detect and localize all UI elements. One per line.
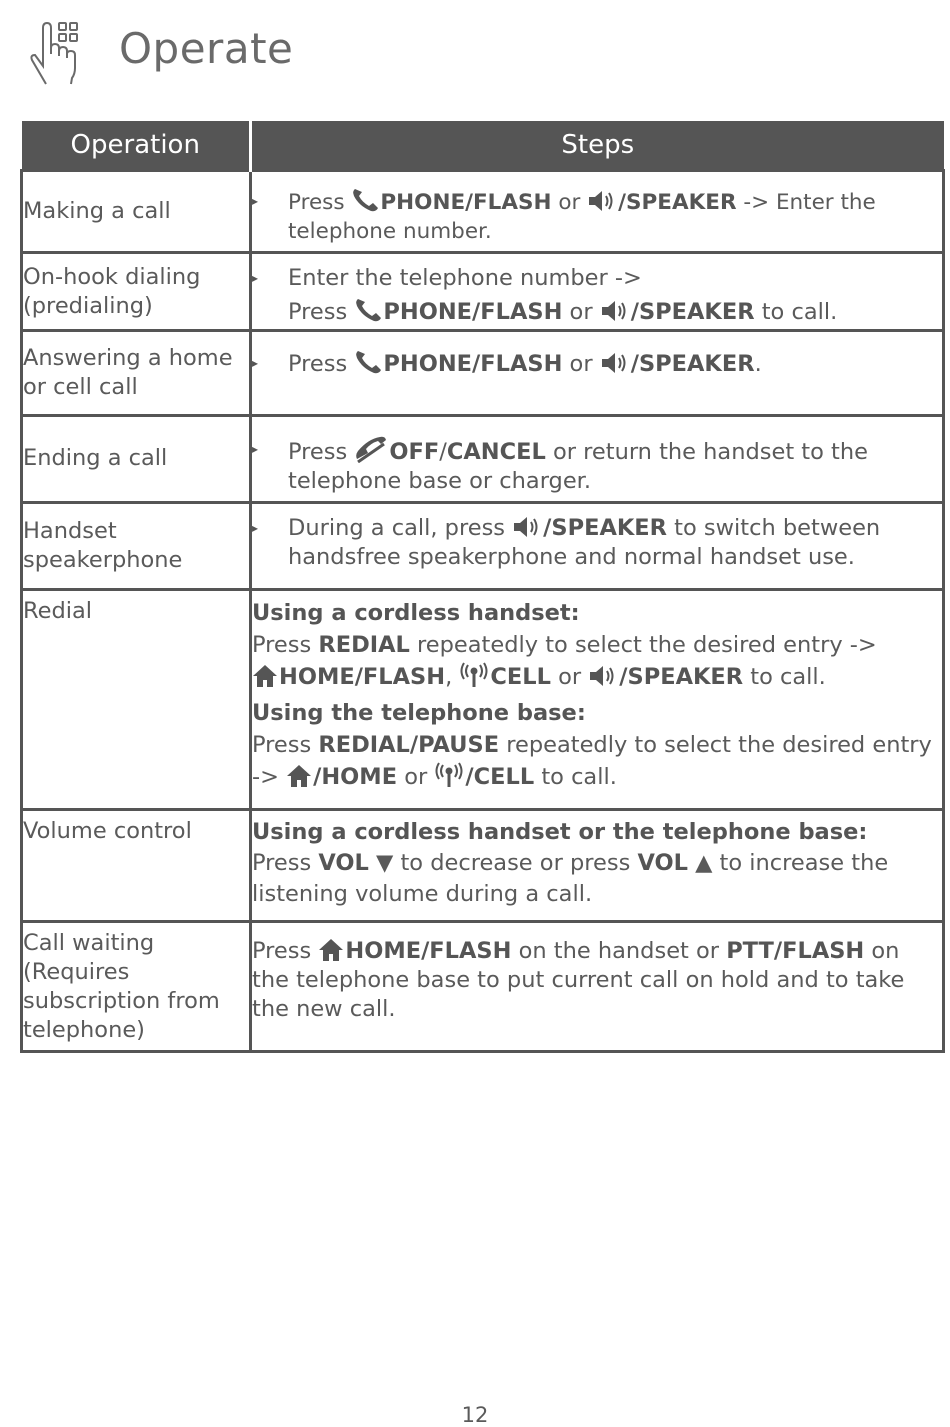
table-row-making-call [22, 171, 944, 253]
home-icon [318, 938, 344, 962]
phone-handset-icon [354, 297, 382, 323]
operation-label: Call waiting (Requires subscription from telephone) [23, 930, 220, 1043]
operation-cell [22, 416, 251, 503]
table-row-volume-control [22, 810, 944, 922]
steps-cell [251, 810, 944, 922]
operation-label: Handset speakerphone [23, 518, 183, 573]
hang-up-icon [354, 435, 388, 463]
step-text: During a call, press /SPEAKER to switch between handsfree speakerphone and normal handset use. [288, 515, 881, 570]
operation-label: Answering a home or cell call [23, 345, 233, 400]
speaker-icon [588, 664, 618, 688]
steps-cell [251, 922, 944, 1052]
bullet-triangle-icon: ▸ [252, 356, 259, 370]
operation-label: On-hook dialing (predialing) [23, 264, 201, 319]
home-icon [252, 664, 278, 688]
speaker-icon [600, 299, 630, 323]
call-waiting-instructions: Press HOME/FLASH on the handset or PTT/FLASH on the telephone base to put current call on hold and to take the new call. [252, 938, 905, 1022]
page-title: Operate [119, 24, 294, 73]
table-row-ending-call [22, 416, 944, 503]
redial-base-instructions: Press REDIAL/PAUSE repeatedly to select the desired entry -> /HOME or /CELL to call. [252, 732, 932, 790]
volume-heading: Using a cordless handset or the telephone base: [252, 819, 868, 845]
steps-cell [251, 331, 944, 416]
steps-cell [251, 503, 944, 590]
redial-handset-instructions: Press REDIAL repeatedly to select the desired entry -> HOME/FLASH, CELL or /SPEAKER to call. [252, 632, 877, 690]
bullet-triangle-icon: ▸ [252, 271, 259, 285]
phone-handset-icon [351, 187, 379, 213]
operation-cell [22, 922, 251, 1052]
operation-cell [22, 253, 251, 331]
hand-touch-keypad-icon [26, 20, 88, 88]
redial-handset-heading: Using a cordless handset: [252, 600, 580, 626]
table-row-call-waiting [22, 922, 944, 1052]
table-row-redial [22, 590, 944, 810]
cell-antenna-icon [459, 662, 489, 688]
column-header-operation: Operation [22, 121, 251, 171]
operations-table [20, 121, 945, 1053]
operation-label: Redial [23, 598, 93, 624]
operation-label: Ending a call [23, 445, 168, 471]
table-header-row [22, 121, 944, 171]
operation-cell [22, 331, 251, 416]
phone-handset-icon [354, 349, 382, 375]
redial-base-heading: Using the telephone base: [252, 700, 586, 726]
operation-cell [22, 503, 251, 590]
operation-cell [22, 810, 251, 922]
bullet-triangle-icon: ▸ [252, 521, 259, 535]
table-row-onhook-dialing [22, 253, 944, 331]
bullet-triangle-icon: ▸ [252, 194, 259, 208]
steps-cell [251, 590, 944, 810]
table-row-answering-call [22, 331, 944, 416]
speaker-icon [512, 515, 542, 539]
step-text: Enter the telephone number -> Press PHONE/FLASH or /SPEAKER to call. [288, 265, 838, 325]
bullet-triangle-icon: ▸ [252, 442, 259, 456]
table-row-handset-speakerphone [22, 503, 944, 590]
steps-cell [251, 416, 944, 503]
home-icon [286, 764, 312, 788]
steps-cell [251, 253, 944, 331]
operation-label: Making a call [23, 198, 171, 224]
volume-instructions: Press VOL ▼ to decrease or press VOL ▲ to increase the listening volume during a call. [252, 850, 889, 907]
step-text: Press OFF/CANCEL or return the handset to the telephone base or charger. [288, 435, 942, 496]
steps-cell [251, 171, 944, 253]
operation-cell [22, 590, 251, 810]
speaker-icon [600, 351, 630, 375]
step-text: Press PHONE/FLASH or /SPEAKER. [288, 351, 762, 377]
operation-cell [22, 171, 251, 253]
page-number: 12 [461, 1403, 489, 1427]
step-text: Press PHONE/FLASH or /SPEAKER -> Enter the telephone number. [288, 187, 942, 246]
operation-label: Volume control [23, 818, 192, 844]
cell-antenna-icon [434, 762, 464, 788]
column-header-steps: Steps [251, 121, 944, 171]
speaker-icon [587, 189, 617, 213]
